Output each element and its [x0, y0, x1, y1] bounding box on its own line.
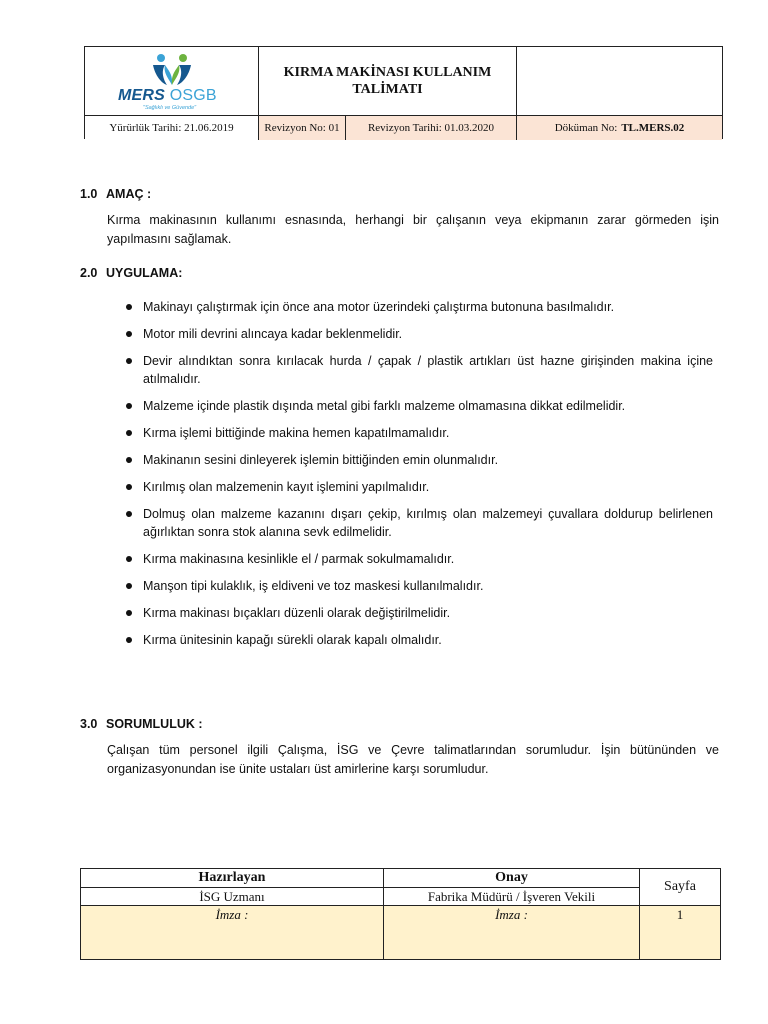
section-title: AMAÇ : [106, 187, 152, 201]
approval-table [80, 868, 721, 960]
prepared-by: İSG Uzmanı [81, 888, 384, 906]
section-title: UYGULAMA: [106, 266, 183, 280]
page-header: Sayfa [640, 869, 720, 906]
bullet-icon [126, 637, 132, 643]
bullet-icon [126, 358, 132, 364]
document-header-table [84, 46, 723, 139]
responsibility-paragraph: Çalışan tüm personel ilgili Çalışma, İSG ve Çevre talimatlarından sorumludur. İşin bütününden ve organizasyonundan ise ünite ustaları üst amirlerine karşı sorumludur. [107, 743, 719, 776]
section-title: SORUMLULUK : [106, 717, 203, 731]
revision-number: Revizyon No: 01 [259, 116, 346, 140]
header-empty-cell [517, 47, 722, 115]
bullet-icon [126, 610, 132, 616]
bullet-icon [126, 511, 132, 517]
bullet-icon [126, 556, 132, 562]
list-item: Kırma makinasına kesinlikle el / parmak sokulmamalıdır. [107, 550, 713, 568]
section-heading-purpose [80, 187, 151, 201]
list-item: Kırma ünitesinin kapağı sürekli olarak kapalı olmalıdır. [107, 631, 713, 649]
bullet-icon [126, 403, 132, 409]
section-number: 2.0 [80, 266, 98, 280]
section-number: 3.0 [80, 717, 98, 731]
logo-tagline: "Sağlıklı ve Güvende" [143, 105, 197, 111]
bullet-icon [126, 457, 132, 463]
section-number: 1.0 [80, 187, 98, 201]
application-list [107, 298, 713, 658]
revision-date: Revizyon Tarihi: 01.03.2020 [346, 116, 517, 140]
approved-by: Fabrika Müdürü / İşveren Vekili [384, 888, 640, 906]
document-number-label: Döküman No: [554, 122, 618, 134]
list-item: Makinayı çalıştırmak için önce ana motor üzerindeki çalıştırma butonuna basılmalıdır. [107, 298, 713, 316]
bullet-icon [126, 583, 132, 589]
effective-date: Yürürlük Tarihi: 21.06.2019 [85, 116, 259, 140]
document-title: KIRMA MAKİNASI KULLANIM TALİMATI [259, 47, 517, 115]
list-item: Devir alındıktan sonra kırılacak hurda / çapak / plastik artıkları üst hazne girişinden makina içine atılmalıdır. [107, 352, 713, 388]
list-item: Kırma makinası bıçakları düzenli olarak değiştirilmelidir. [107, 604, 713, 622]
section-heading-responsibility [80, 717, 203, 731]
list-item: Dolmuş olan malzeme kazanını dışarı çekip, kırılmış olan malzemeyi çuvallara doldurup belirlenen ağırlıktan sonra stok alanına sevk edilmelidir. [107, 505, 713, 541]
list-item: Makinanın sesini dinleyerek işlemin bittiğinden emin olunmalıdır. [107, 451, 713, 469]
purpose-paragraph: Kırma makinasının kullanımı esnasında, herhangi bir çalışanın veya ekipmanın zarar görmeden işin yapılmasını sağlamak. [107, 213, 719, 246]
bullet-icon [126, 484, 132, 490]
page-number: 1 [640, 906, 720, 959]
prepared-header: Hazırlayan [81, 869, 384, 888]
list-item: Malzeme içinde plastik dışında metal gibi farklı malzeme olmamasına dikkat edilmelidir. [107, 397, 713, 415]
list-item: Motor mili devrini alıncaya kadar beklenmelidir. [107, 325, 713, 343]
document-number-value: TL.MERS.02 [621, 122, 685, 134]
list-item: Kırma işlemi bittiğinde makina hemen kapatılmamalıdır. [107, 424, 713, 442]
prepared-signature-field: İmza : [81, 906, 384, 959]
company-logo-cell [85, 47, 259, 115]
bullet-icon [126, 304, 132, 310]
section-heading-application [80, 266, 182, 280]
logo-wordmark: MERS OSGB [118, 87, 217, 104]
approval-header: Onay [384, 869, 640, 888]
people-logo-icon [147, 53, 197, 87]
list-item: Kırılmış olan malzemenin kayıt işlemini yapılmalıdır. [107, 478, 713, 496]
bullet-icon [126, 331, 132, 337]
approval-signature-field: İmza : [384, 906, 640, 959]
document-meta-row [85, 115, 722, 140]
document-number [517, 116, 722, 140]
list-item: Manşon tipi kulaklık, iş eldiveni ve toz maskesi kullanılmalıdır. [107, 577, 713, 595]
bullet-icon [126, 430, 132, 436]
